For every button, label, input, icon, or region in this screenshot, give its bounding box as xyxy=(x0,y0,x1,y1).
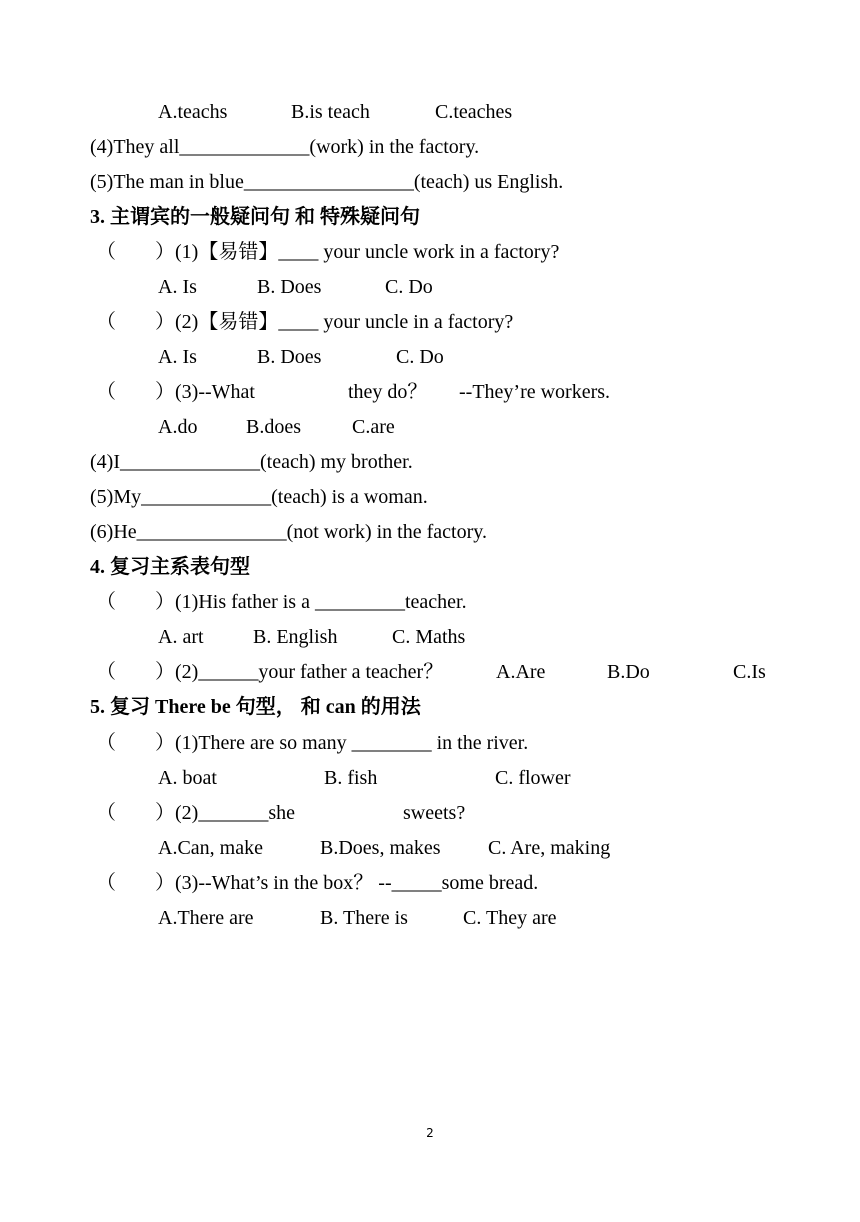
answer-paren-open: （ xyxy=(96,591,116,613)
answer-paren-open: （ xyxy=(96,311,116,333)
question-text: --They’re workers. xyxy=(459,381,611,403)
option-a: A. Is xyxy=(158,276,197,298)
question-text: ）(2)【易错】____ your uncle in a factory? xyxy=(155,311,514,333)
option-c: C.are xyxy=(352,416,395,438)
section-heading-4: 4. 复习主系表句型 xyxy=(90,556,250,578)
option-a: A.teachs xyxy=(158,101,228,123)
option-c: C. Do xyxy=(396,346,444,368)
option-b: B. English xyxy=(253,626,338,648)
question-4b xyxy=(90,450,413,474)
option-a: A. Is xyxy=(158,346,197,368)
answer-blank: _______________ xyxy=(136,521,287,543)
option-a: A.There are xyxy=(158,907,254,929)
answer-paren-open: （ xyxy=(96,661,116,683)
option-c: C.Is xyxy=(733,661,766,683)
question-text: (work) in the factory. xyxy=(309,136,480,158)
option-b: B. There is xyxy=(320,907,408,929)
answer-paren-open: （ xyxy=(96,802,116,824)
option-b: B. fish xyxy=(324,767,378,789)
question-text: (5)The man in blue xyxy=(90,171,244,193)
question-5 xyxy=(90,170,563,194)
answer-paren-open: （ xyxy=(96,872,116,894)
option-c: C. They are xyxy=(463,907,557,929)
question-text: ）(1)【易错】____ your uncle work in a factory? xyxy=(155,241,560,263)
answer-blank: _________________ xyxy=(243,171,414,193)
answer-paren-open: （ xyxy=(96,241,116,263)
question-text: ）(2)_______she xyxy=(155,802,295,824)
option-c: C. flower xyxy=(495,767,571,789)
question-5b xyxy=(90,485,428,509)
question-text: (teach) my brother. xyxy=(259,451,413,473)
option-a: A. art xyxy=(158,626,204,648)
question-text: ）(2)______your father a teacher？ xyxy=(155,661,444,683)
answer-paren-open: （ xyxy=(96,381,116,403)
question-text: (4)They all xyxy=(90,136,180,158)
question-text: ）(3)--What’s in the box？ --_____some bread. xyxy=(155,872,539,894)
option-b: B.Does, makes xyxy=(320,837,441,859)
question-text: they do？ xyxy=(348,381,428,403)
page-number: 2 xyxy=(426,1126,434,1140)
option-c: C. Are, making xyxy=(488,837,611,859)
question-text: (not work) in the factory. xyxy=(286,521,487,543)
question-text: ）(1)His father is a _________teacher. xyxy=(155,591,467,613)
option-b: B. Does xyxy=(257,346,322,368)
option-c: C.teaches xyxy=(435,101,513,123)
option-b: B. Does xyxy=(257,276,322,298)
option-b: B.is teach xyxy=(291,101,370,123)
option-b: B.Do xyxy=(607,661,650,683)
question-text: sweets? xyxy=(403,802,466,824)
question-4 xyxy=(90,135,479,159)
question-text: ）(1)There are so many ________ in the river. xyxy=(155,732,529,754)
option-a: A. boat xyxy=(158,767,217,789)
question-text: ）(3)--What xyxy=(155,381,255,403)
option-a: A.Are xyxy=(496,661,546,683)
answer-blank: _____________ xyxy=(179,136,310,158)
option-a: A.Can, make xyxy=(158,837,263,859)
answer-blank: _____________ xyxy=(141,486,272,508)
option-b: B.does xyxy=(246,416,301,438)
option-a: A.do xyxy=(158,416,198,438)
question-text: (4)I xyxy=(90,451,120,473)
question-text: (teach) is a woman. xyxy=(271,486,428,508)
answer-blank: ______________ xyxy=(119,451,260,473)
option-c: C. Maths xyxy=(392,626,466,648)
question-text: (5)My xyxy=(90,486,142,508)
section-heading-5: 5. 复习 There be 句型， 和 can 的用法 xyxy=(90,696,421,718)
answer-paren-open: （ xyxy=(96,732,116,754)
question-text: (teach) us English. xyxy=(413,171,564,193)
option-c: C. Do xyxy=(385,276,433,298)
question-6b xyxy=(90,520,487,544)
section-heading-3: 3. 主谓宾的一般疑问句 和 特殊疑问句 xyxy=(90,206,420,228)
question-text: (6)He xyxy=(90,521,137,543)
